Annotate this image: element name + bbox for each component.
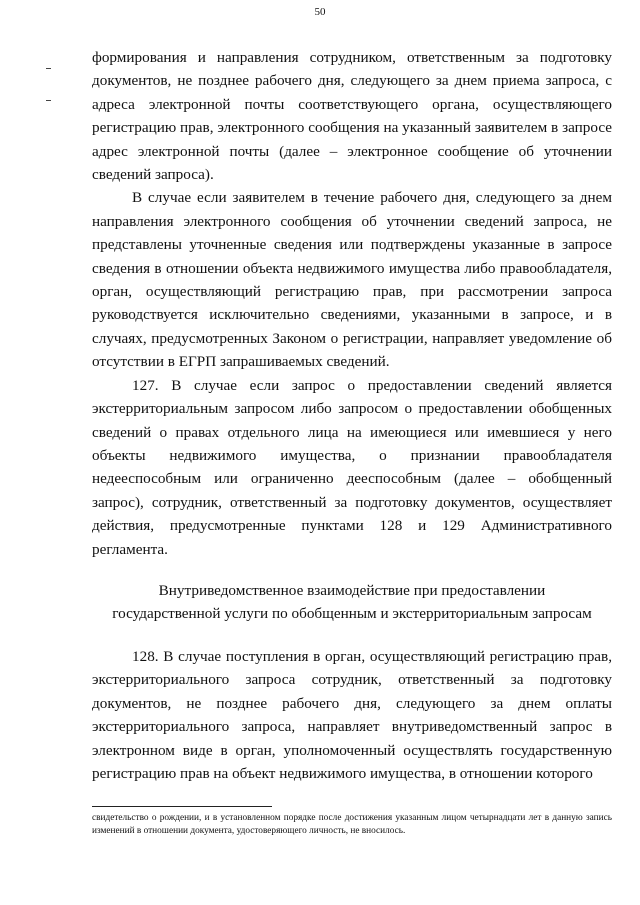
section-heading-line: государственной услуги по обобщенным и экстерриториальным запросам — [112, 604, 592, 622]
page-number: 50 — [314, 6, 326, 18]
margin-mark — [46, 68, 51, 69]
paragraph-continuation: формирования и направления сотрудником, ответственным за подготовку документов, не позднее рабочего дня, следующего за днем приема запроса, с адреса электронной почты соответствующего органа, осуществляющего регистрацию прав, электронного сообщения на указанный заявителем в запросе адрес электронной почты (далее – электронное сообщение об уточнении сведений запроса). — [92, 49, 612, 184]
section-heading-line: Внутриведомственное взаимодействие при предоставлении — [158, 581, 546, 599]
section-heading — [92, 579, 612, 625]
paragraph-127: 127. В случае если запрос о предоставлении сведений является экстерриториальным запросом либо запросом о предоставлении обобщенных сведений о правах отдельного лица на имеющиеся или имевшиеся у него объекты недвижимого имущества, о признании правообладателя недееспособным или ограниченно дееспособным (далее – обобщенный запрос), сотрудник, ответственный за подготовку документов, осуществляет действия, предусмотренные пунктами 128 и 129 Административного регламента. — [92, 376, 612, 558]
footnote-divider — [92, 806, 272, 807]
paragraph-128: 128. В случае поступления в орган, осуществляющий регистрацию прав, экстерриториального запроса сотрудник, ответственный за подготовку документов, не позднее рабочего дня, следующего за днем оплаты экстерриториального запроса, направляет внутриведомственный запрос в электронном виде в орган, уполномоченный осуществлять государственную регистрацию прав на объект недвижимого имущества, в отношении которого — [92, 647, 612, 782]
margin-mark — [46, 100, 51, 101]
document-body — [92, 46, 612, 785]
paragraph: В случае если заявителем в течение рабочего дня, следующего за днем направления электронного сообщения об уточнении сведений запроса, не представлены уточненные сведения или подтверждены указанные в запросе сведения в отношении объекта недвижимого имущества либо правообладателя, орган, осуществляющий регистрацию прав, при рассмотрении запроса руководствуется исключительно сведениями, указанными в запросе, и в случаях, предусмотренных Законом о регистрации, направляет уведомление об отсутствии в ЕГРП запрашиваемых сведений. — [92, 189, 612, 371]
footnote: свидетельство о рождении, и в установленном порядке после достижения указанным лицом четырнадцати лет в данную запись изменений в отношении документа, удостоверяющего личность, не вносилось. — [92, 813, 612, 836]
